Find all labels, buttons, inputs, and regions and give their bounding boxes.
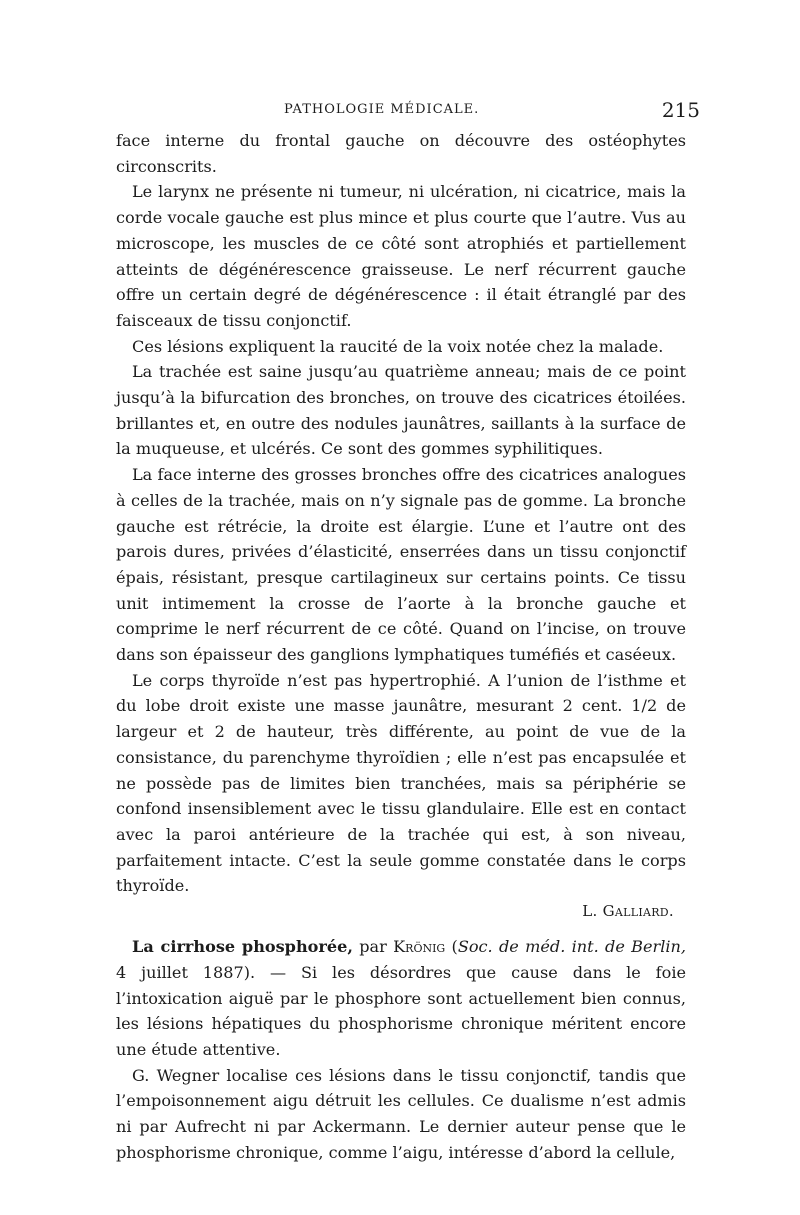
page-number: 215 bbox=[661, 98, 700, 122]
article-source: Soc. de méd. int. de Berlin, bbox=[457, 937, 686, 957]
section-gap bbox=[116, 924, 686, 934]
signature: L. Galliard. bbox=[582, 902, 674, 921]
article-source-open: ( bbox=[445, 937, 458, 957]
article-intro bbox=[116, 934, 686, 1063]
paragraph-larynx: Le larynx ne présente ni tumeur, ni ulcération, ni cicatrice, mais la corde vocale gauche est plus mince et plus courte que l’autre. Vus au microscope, les muscles de ce côté sont atrophiés et partiellement atteints de dégénérescence graisseuse. Le nerf récurrent gauche offre un certain degré de dégénérescence : il était étranglé par des faisceaux de tissu conjonctif. bbox=[116, 182, 686, 330]
paragraph-frontal: face interne du frontal gauche on découvre des ostéophytes circonscrits. bbox=[116, 131, 686, 176]
paragraph-bronches: La face interne des grosses bronches offre des cicatrices analogues à celles de la trachée, mais on n’y signale pas de gomme. La bronche gauche est rétrécie, la droite est élargie. L’une et l’autre ont des parois dures, privées d’élasticité, enserrées dans un tissu conjonctif épais, résistant, presque cartilagineux sur certains points. Ce tissu unit intimement la crosse de l’aorte à la bronche gauche et comprime le nerf récurrent de ce côté. Quand on l’incise, on trouve dans son épaisseur des ganglions lymphatiques tuméfiés et caséeux. bbox=[116, 465, 686, 665]
article-title: La cirrhose phosphorée, bbox=[132, 937, 353, 957]
article-author: Krönig bbox=[393, 937, 446, 957]
article-paragraph-wegner: G. Wegner localise ces lésions dans le tissu conjonctif, tandis que l’empoisonnement aigu détruit les cellules. Ce dualisme n’est admis ni par Aufrecht ni par Ackermann. Le dernier auteur pense que le phosphorisme chronique, comme l’aigu, intéresse d’abord la cellule, bbox=[116, 1065, 686, 1162]
page bbox=[116, 98, 700, 1165]
paragraph-thyroide: Le corps thyroïde n’est pas hypertrophié. A l’union de l’isthme et du lobe droit existe une masse jaunâtre, mesurant 2 cent. 1/2 de largeur et 2 de hauteur, très différente, au point de vue de la consistance, du parenchyme thyroïdien ; elle n’est pas encapsulée et ne possède pas de limites bien tranchées, mais sa périphérie se confond insensiblement avec le tissu glandulaire. Elle est en contact avec la paroi antérieure de la trachée qui est, à son niveau, parfaitement intacte. C’est la seule gomme constatée dans le corps thyroïde. bbox=[116, 670, 686, 896]
article-body: 4 juillet 1887). — Si les désordres que cause dans le foie l’intoxication aiguë par le phosphore sont actuellement bien connus, les lésions hépatiques du phosphorisme chronique méritent encore une étude attentive. bbox=[116, 962, 686, 1059]
article-by: par bbox=[352, 937, 394, 957]
running-title: PATHOLOGIE MÉDICALE. bbox=[284, 102, 480, 117]
page-header bbox=[116, 98, 700, 126]
paragraph-trachee: La trachée est saine jusqu’au quatrième anneau; mais de ce point jusqu’à la bifurcation des bronches, on trouve des cicatrices étoilées. brillantes et, en outre des nodules jaunâtres, saillants à la surface de la muqueuse, et ulcérés. Ce sont des gommes syphilitiques. bbox=[116, 362, 686, 459]
paragraph-lesions: Ces lésions expliquent la raucité de la voix notée chez la malade. bbox=[132, 336, 664, 356]
